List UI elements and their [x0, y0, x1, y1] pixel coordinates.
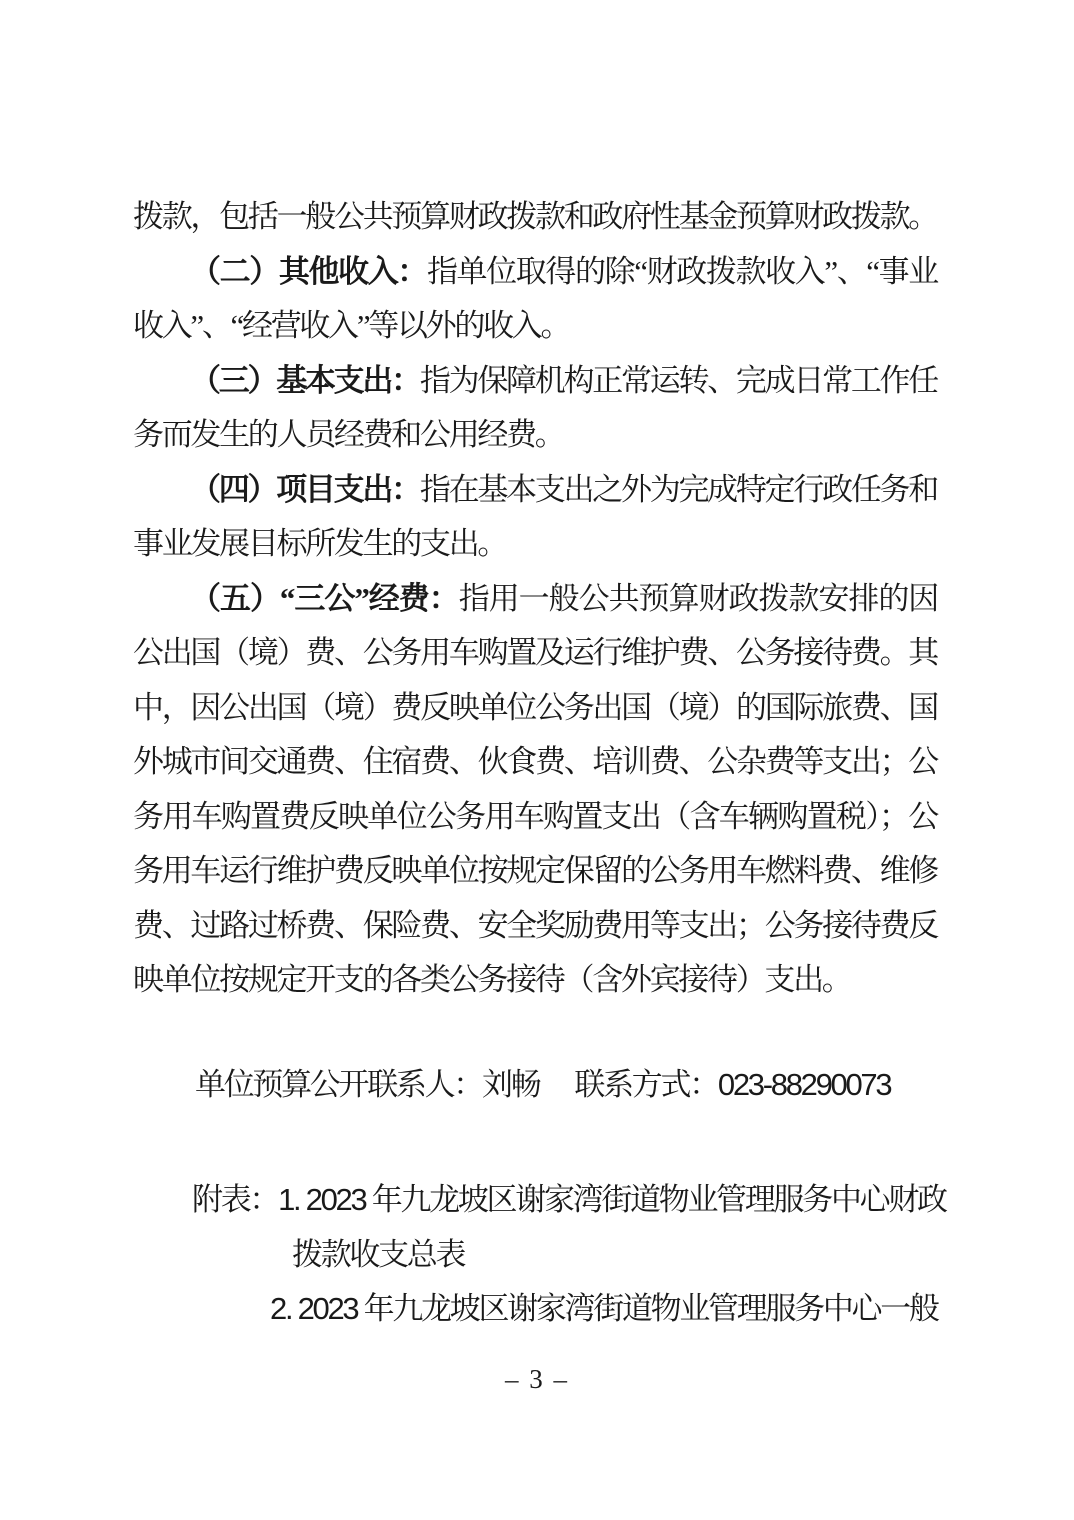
text-run: 事业发展目标所发生的支出。: [133, 526, 507, 561]
text-run: 外城市间交通费、住宿费、伙食费、培训费、公杂费等支出；公: [133, 744, 937, 779]
text-run: 务而发生的人员经费和公用经费。: [133, 417, 564, 452]
text-line: [133, 844, 937, 899]
text-line: [133, 790, 937, 845]
text-line: [133, 953, 937, 1008]
appendix-item-1: 附表：1. 2023 年九龙坡区谢家湾街道物业管理服务中心财政: [192, 1182, 946, 1217]
text-line: [133, 735, 937, 790]
text-line: [133, 517, 937, 572]
appendix-item-2: 2. 2023 年九龙坡区谢家湾街道物业管理服务中心一般: [270, 1291, 938, 1326]
text-line: [133, 245, 937, 300]
body-text: [133, 190, 937, 1008]
bold-heading-run: （三）基本支出：: [190, 362, 420, 398]
text-run: 指在基本支出之外为完成特定行政任务和: [419, 471, 937, 507]
text-run: 收入”、“经营收入”等以外的收入。: [133, 308, 570, 343]
text-line: [133, 572, 937, 627]
appendix-list: [133, 1173, 973, 1337]
text-run: 指单位取得的除“财政拨款收入”、“事业: [426, 253, 937, 289]
bold-heading-run: （四）项目支出：: [190, 471, 420, 507]
text-line: [133, 190, 937, 245]
text-run: 务用车购置费反映单位公务用车购置支出（含车辆购置税）；公: [133, 798, 937, 834]
text-line: [133, 408, 937, 463]
appendix-item-1-continuation: 拨款收支总表: [292, 1236, 465, 1272]
text-line: [133, 463, 937, 518]
text-run: 费、过路过桥费、保险费、安全奖励费用等支出；公务接待费反: [133, 907, 937, 943]
text-line: [133, 354, 937, 409]
text-run: 映单位按规定开支的各类公务接待（含外宾接待）支出。: [133, 962, 851, 997]
text-run: 指为保障机构正常运转、完成日常工作任: [419, 362, 937, 398]
text-run: 中，因公出国（境）费反映单位公务出国（境）的国际旅费、国: [133, 689, 937, 725]
text-run: 指用一般公共预算财政拨款安排的因: [458, 580, 937, 616]
text-line: [133, 626, 937, 681]
text-line: [133, 299, 937, 354]
bold-heading-run: （二）其他收入：: [190, 253, 427, 289]
text-line: [133, 681, 937, 736]
page-number: – 3 –: [505, 1364, 569, 1394]
bold-heading-run: （五）“三公”经费：: [190, 580, 459, 616]
text-run: 务用车运行维护费反映单位按规定保留的公务用车燃料费、维修: [133, 853, 937, 888]
text-line: [133, 899, 937, 954]
text-run: 拨款，包括一般公共预算财政拨款和政府性基金预算财政拨款。: [133, 199, 937, 234]
text-run: 公出国（境）费、公务用车购置及运行维护费、公务接待费。其: [133, 635, 937, 670]
budget-contact-line: 单位预算公开联系人：刘畅 联系方式：023-88290073: [195, 1067, 891, 1102]
